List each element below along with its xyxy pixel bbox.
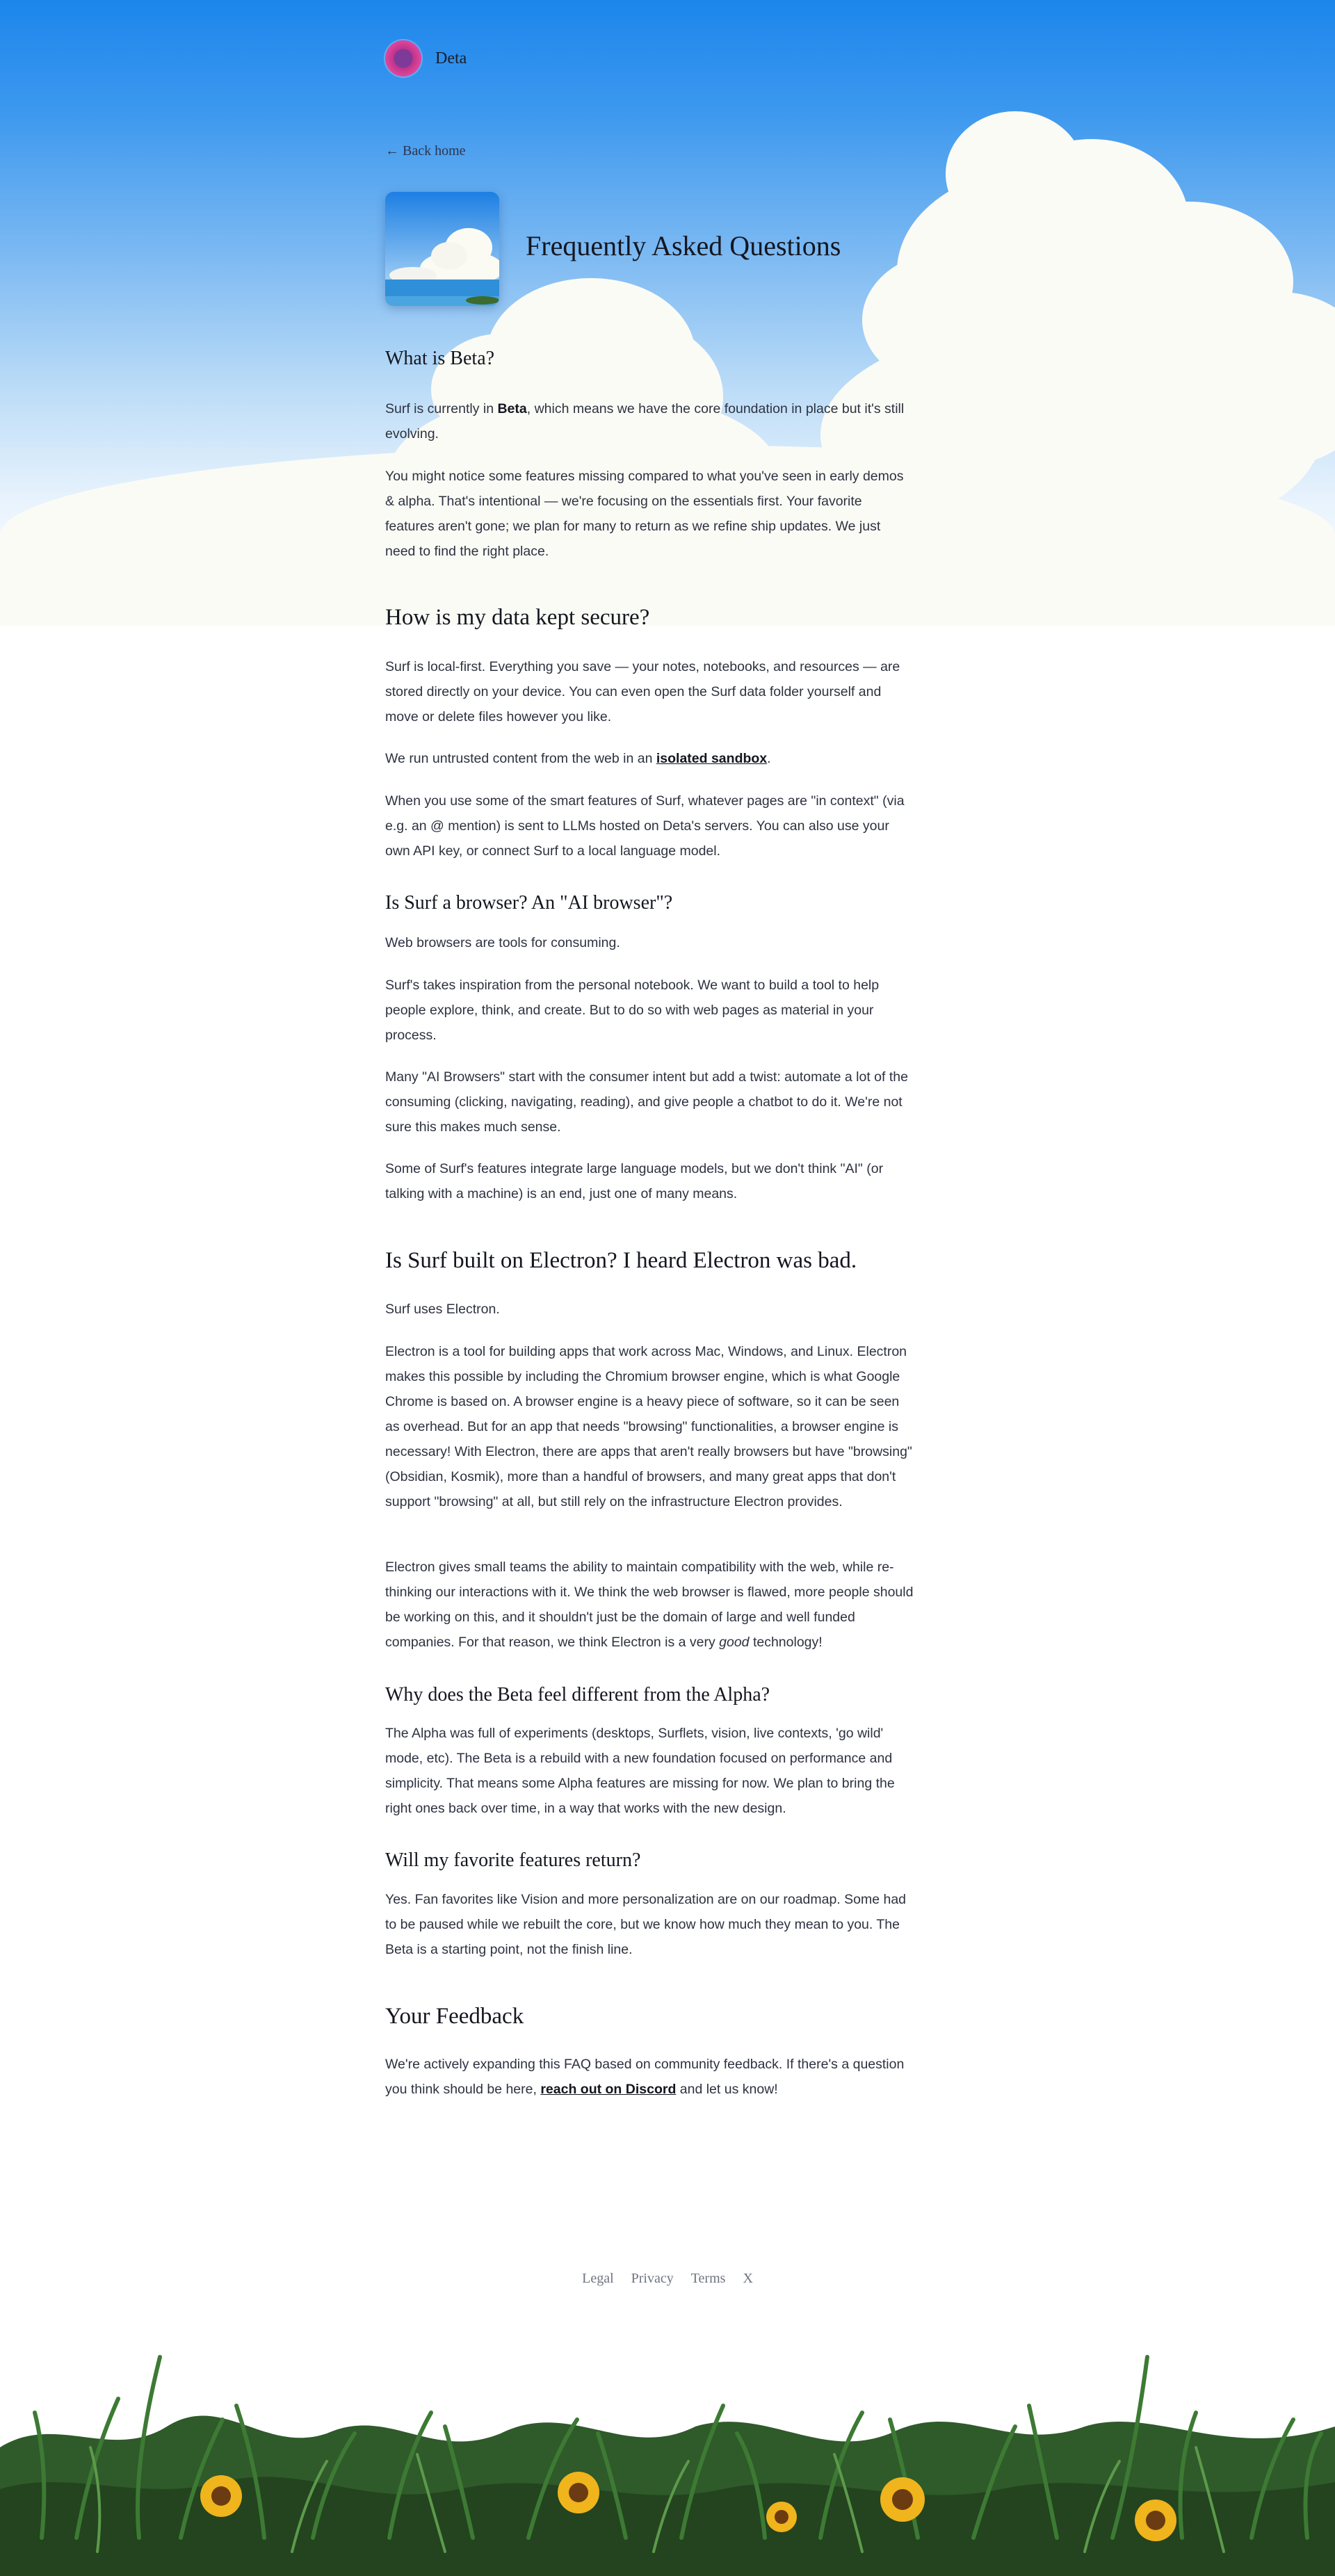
good-emphasis: good [719, 1635, 750, 1650]
discord-link[interactable]: reach out on Discord [540, 2082, 677, 2097]
browser-paragraph-1: Web browsers are tools for consuming. [385, 935, 620, 950]
heading-your-feedback: Your Feedback [385, 2004, 524, 2029]
electron-paragraph-1: Surf uses Electron. [385, 1302, 500, 1317]
footer-privacy-link[interactable]: Privacy [631, 2271, 674, 2286]
footer-links [0, 2271, 1335, 2287]
isolated-sandbox-link[interactable]: isolated sandbox [656, 751, 768, 766]
back-home-link[interactable]: ← Back home [385, 143, 466, 159]
beta-paragraph-2: You might notice some features missing compared to what you've seen in early demos & alpha. That's intentional — we're focusing on the essentials first. Your favorite features aren't gone; we plan for many to return as we refine ship updates. We just need to find the right place. [385, 469, 904, 559]
electron-paragraph-2: Electron is a tool for building apps that work across Mac, Windows, and Linux. Electron makes this possible by including the Chromium browser engine, which is what Google Chrome is based on. A browser engine is a heavy piece of software, so it can be seen as overhead. But for an app that needs "browsing" functionalities, a browser engine is necessary! With Electron, there are apps that aren't really browsers but have "browsing" (Obsidian, Kosmik), more than a handful of browsers, and many great apps that don't support "browsing" at all, but still rely on the infrastructure Electron provides. [385, 1344, 912, 1509]
deta-logo-icon [385, 40, 421, 76]
browser-paragraph-3: Many "AI Browsers" start with the consumer intent but add a twist: automate a lot of the consuming (clicking, navigating, reading), and give people a chatbot to do it. We're not sure this makes much sense. [385, 1069, 908, 1135]
page-title: Frequently Asked Questions [526, 230, 841, 261]
security-paragraph-2: We run untrusted content from the web in an isolated sandbox. [385, 751, 771, 766]
footer-terms-link[interactable]: Terms [690, 2271, 726, 2286]
security-paragraph-1: Surf is local-first. Everything you save — your notes, notebooks, and resources — are stored directly on your device. You can even open the Surf data folder yourself and move or delete files however you like. [385, 659, 900, 724]
grass-and-sunflowers-illustration [0, 2329, 1335, 2576]
footer-legal-link[interactable]: Legal [582, 2271, 614, 2286]
heading-data-security: How is my data kept secure? [385, 605, 650, 630]
heading-favorite-features: Will my favorite features return? [385, 1849, 641, 1871]
heading-electron: Is Surf built on Electron? I heard Electron was bad. [385, 1248, 857, 1273]
heading-is-surf-a-browser: Is Surf a browser? An "AI browser"? [385, 892, 673, 914]
electron-paragraph-3: Electron gives small teams the ability to maintain compatibility with the web, while re-thinking our interactions with it. We think the web browser is flawed, more people should be working on this, and it shouldn't just be the domain of large and well funded companies. For that reason, we think Electron is a very good technology! [385, 1560, 914, 1650]
alpha-paragraph-1: The Alpha was full of experiments (desktops, Surflets, vision, live contexts, 'go wild' mode, etc). The Beta is a rebuild with a new foundation focused on performance and simplicity. That means some Alpha features are missing for now. We plan to bring the right ones back over time, in a way that works with the new design. [385, 1726, 895, 1816]
favorites-paragraph-1: Yes. Fan favorites like Vision and more personalization are on our roadmap. Some had to be paused while we rebuilt the core, but we know how much they mean to you. The Beta is a starting point, not the finish line. [385, 1892, 907, 1957]
browser-paragraph-2: Surf's takes inspiration from the personal notebook. We want to build a tool to help people explore, think, and create. But to do so with web pages as material in your process. [385, 978, 880, 1043]
heading-beta-vs-alpha: Why does the Beta feel different from the Alpha? [385, 1684, 770, 1706]
brand-name: Deta [435, 49, 467, 67]
brand[interactable] [385, 40, 467, 76]
feedback-paragraph-1: We're actively expanding this FAQ based on community feedback. If there's a question you think should be here, reach out on Discord and let us know! [385, 2057, 905, 2097]
browser-paragraph-4: Some of Surf's features integrate large language models, but we don't think "AI" (or talking with a machine) is an end, just one of many means. [385, 1161, 884, 1201]
footer-x-link[interactable]: X [743, 2271, 753, 2286]
beta-paragraph-1: Surf is currently in Beta, which means we have the core foundation in place but it's still evolving. [385, 401, 905, 442]
sky-clouds-thumbnail [385, 192, 499, 306]
security-paragraph-3: When you use some of the smart features of Surf, whatever pages are "in context" (via e.g. an @ mention) is sent to LLMs hosted on Deta's servers. You can also use your own API key, or connect Surf to a local language model. [385, 793, 905, 859]
heading-what-is-beta: What is Beta? [385, 348, 495, 369]
beta-bold: Beta [497, 401, 527, 416]
